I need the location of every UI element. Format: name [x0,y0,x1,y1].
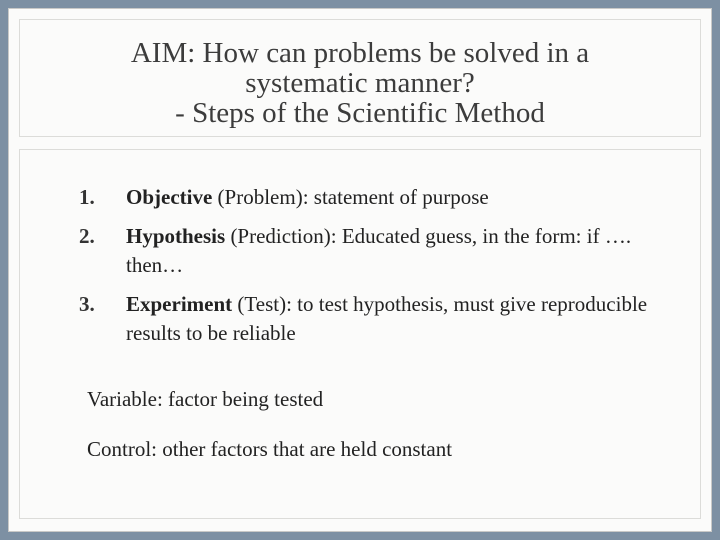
step-description: (Problem): statement of purpose [212,185,489,209]
title-panel [19,19,701,137]
step-experiment [79,290,689,348]
variable-definition: Variable: factor being tested [87,387,324,411]
title-line-1: AIM: How can problems be solved in a [130,37,590,69]
control-definition: Control: other factors that are held constant [87,437,453,461]
slide-title [20,20,700,128]
step-objective [79,183,689,212]
slide [8,8,712,532]
title-line-2: systematic manner? [245,67,475,99]
step-number: 1. [79,185,95,209]
step-term: Objective [126,185,213,209]
step-number: 2. [79,224,95,248]
steps-list [79,183,689,348]
content-panel [19,149,701,519]
step-description: (Prediction): Educated guess, in the form: if …. then… [126,224,632,277]
step-term: Hypothesis [126,224,226,248]
step-number: 3. [79,292,95,316]
step-term: Experiment [126,292,233,316]
step-description: (Test): to test hypothesis, must give reproducible results to be reliable [126,292,648,345]
title-line-3: - Steps of the Scientific Method [175,97,545,129]
step-hypothesis [79,222,689,280]
